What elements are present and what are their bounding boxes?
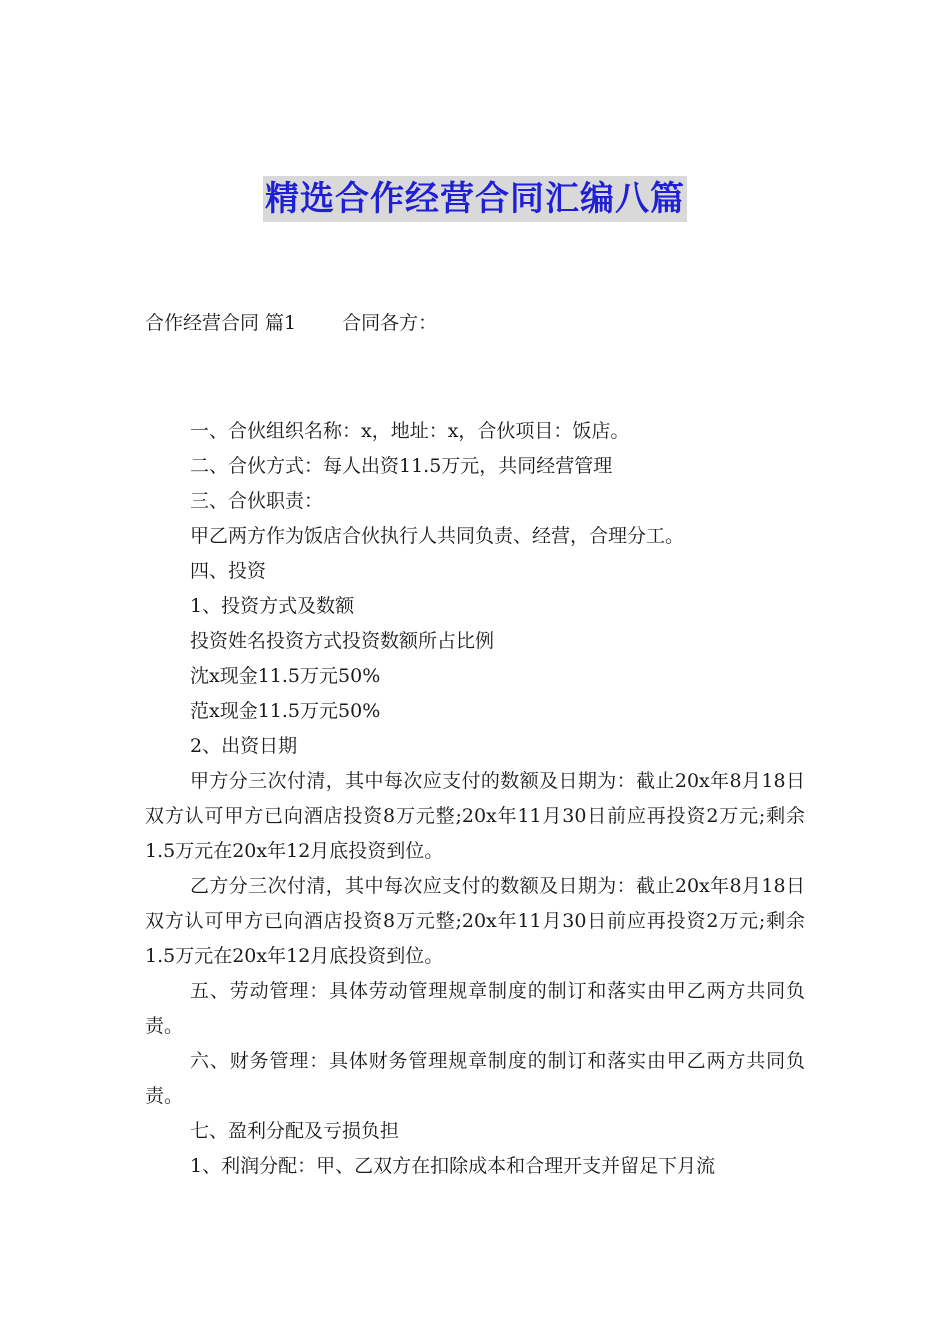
body-line: 二、合伙方式：每人出资11.5万元，共同经营管理 — [190, 455, 613, 477]
body-line: 甲乙两方作为饭店合伙执行人共同负责、经营，合理分工。 — [190, 525, 685, 547]
body-line: 四、投资 — [190, 560, 267, 582]
title-container — [0, 176, 950, 222]
body-line: 投资姓名投资方式投资数额所占比例 — [190, 630, 495, 652]
document-body — [145, 414, 805, 1184]
body-paragraph: 五、劳动管理：具体劳动管理规章制度的制订和落实由甲乙两方共同负责。 — [145, 980, 805, 1037]
body-line: 1、投资方式及数额 — [190, 595, 355, 617]
body-line: 三、合伙职责： — [190, 490, 324, 512]
document-title: 精选合作经营合同汇编八篇 — [263, 176, 687, 222]
body-line: 1、利润分配：甲、乙双方在扣除成本和合理开支并留足下月流 — [190, 1155, 716, 1177]
section-heading-label: 合作经营合同 篇1 — [145, 312, 297, 334]
body-line: 一、合伙组织名称：x，地址：x，合伙项目：饭店。 — [190, 420, 630, 442]
body-paragraph: 乙方分三次付清，其中每次应支付的数额及日期为：截止20x年8月18日双方认可甲方已向酒店投资8万元整;20x年11月30日前应再投资2万元;剩余1.5万元在20x年12月底投资到位。 — [145, 875, 805, 967]
body-paragraph: 六、财务管理：具体财务管理规章制度的制订和落实由甲乙两方共同负责。 — [145, 1050, 805, 1107]
section-heading — [145, 309, 437, 337]
body-line: 范x现金11.5万元50% — [190, 700, 381, 722]
body-line: 七、盈利分配及亏损负担 — [190, 1120, 400, 1142]
body-line: 沈x现金11.5万元50% — [190, 665, 381, 687]
parties-label: 合同各方： — [342, 312, 438, 334]
body-line: 2、出资日期 — [190, 735, 298, 757]
body-paragraph: 甲方分三次付清，其中每次应支付的数额及日期为：截止20x年8月18日双方认可甲方已向酒店投资8万元整;20x年11月30日前应再投资2万元;剩余1.5万元在20x年12月底投资到位。 — [145, 770, 805, 862]
